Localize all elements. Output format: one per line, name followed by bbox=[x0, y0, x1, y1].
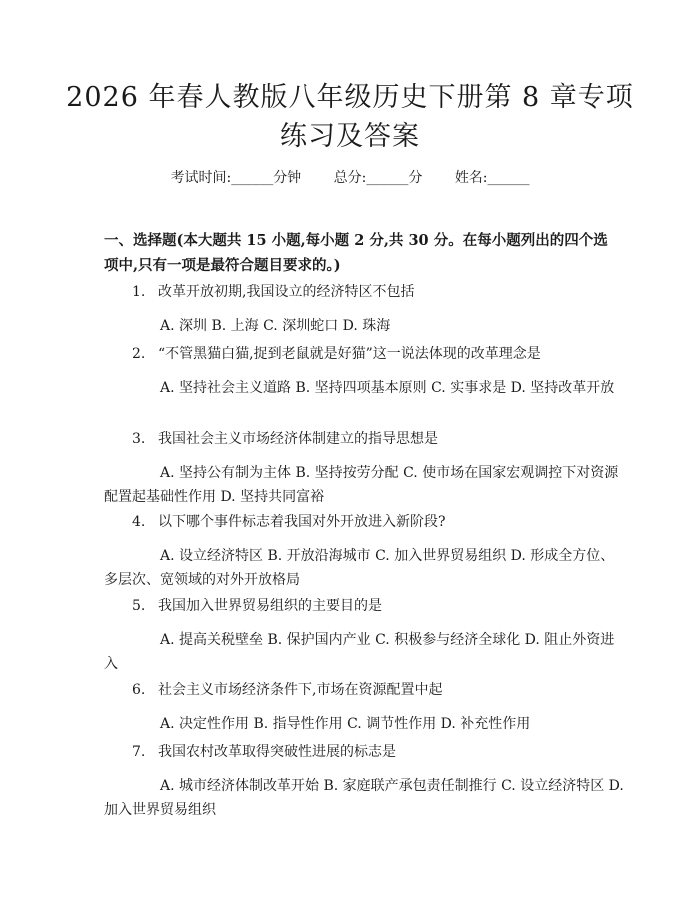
question-number: 5. bbox=[132, 598, 146, 614]
student-name-field bbox=[455, 170, 530, 186]
question-number: 3. bbox=[132, 431, 146, 447]
question-stem bbox=[104, 510, 624, 534]
question-options: A. 坚持公有制为主体 B. 坚持按劳分配 C. 使市场在国家宏观调控下对资源配置起基础性作用 D. 坚持共同富裕 bbox=[104, 465, 619, 505]
question-text: 社会主义市场经济条件下,市场在资源配置中起 bbox=[158, 682, 443, 698]
question-stem bbox=[104, 280, 624, 304]
section-heading-line2: 项中,只有一项是最符合题目要求的。) bbox=[104, 257, 341, 274]
question-options: A. 城市经济体制改革开始 B. 家庭联产承包责任制推行 C. 设立经济特区 D. 加入世界贸易组织 bbox=[104, 778, 624, 818]
exam-time-blank: ______ bbox=[231, 170, 274, 186]
question-text: “不管黑猫白猫,捉到老鼠就是好猫”这一说法体现的改革理念是 bbox=[158, 346, 541, 362]
document-title-line2: 练习及答案 bbox=[280, 121, 420, 152]
document-title-line1: 2026 年春人教版八年级历史下册第 8 章专项 bbox=[66, 82, 634, 113]
question-stem bbox=[104, 678, 624, 702]
question-number: 1. bbox=[132, 284, 146, 300]
total-score-unit: 分 bbox=[408, 170, 423, 186]
question-2 bbox=[104, 342, 624, 400]
question-text: 改革开放初期,我国设立的经济特区不包括 bbox=[158, 284, 415, 300]
question-6 bbox=[104, 678, 624, 736]
question-stem bbox=[104, 342, 624, 366]
question-1 bbox=[104, 280, 624, 338]
question-text: 以下哪个事件标志着我国对外开放进入新阶段? bbox=[158, 514, 446, 530]
question-text: 我国社会主义市场经济体制建立的指导思想是 bbox=[158, 431, 438, 447]
question-options: A. 坚持社会主义道路 B. 坚持四项基本原则 C. 实事求是 D. 坚持改革开放 bbox=[160, 380, 615, 396]
question-7 bbox=[104, 740, 624, 822]
exam-info bbox=[0, 167, 700, 189]
question-options: A. 提高关税壁垒 B. 保护国内产业 C. 积极参与经济全球化 D. 阻止外资进入 bbox=[104, 632, 615, 672]
total-score-field bbox=[334, 170, 423, 186]
question-options: A. 深圳 B. 上海 C. 深圳蛇口 D. 珠海 bbox=[160, 318, 391, 334]
total-score-blank: ______ bbox=[366, 170, 409, 186]
student-name-label: 姓名: bbox=[454, 170, 488, 186]
exam-time-label: 考试时间: bbox=[170, 170, 232, 186]
question-text: 我国加入世界贸易组织的主要目的是 bbox=[158, 598, 382, 614]
exam-time-unit: 分钟 bbox=[273, 170, 302, 186]
question-stem bbox=[104, 427, 624, 451]
question-number: 7. bbox=[132, 744, 146, 760]
question-options: A. 决定性作用 B. 指导性作用 C. 调节性作用 D. 补充性作用 bbox=[160, 716, 531, 732]
question-text: 我国农村改革取得突破性进展的标志是 bbox=[158, 744, 396, 760]
question-number: 4. bbox=[132, 514, 146, 530]
student-name-blank: ______ bbox=[487, 170, 530, 186]
exam-time-field bbox=[170, 170, 301, 186]
question-stem bbox=[104, 740, 624, 764]
total-score-label: 总分: bbox=[333, 170, 367, 186]
question-4 bbox=[104, 510, 624, 592]
question-5 bbox=[104, 594, 624, 676]
question-3 bbox=[104, 427, 624, 509]
question-number: 2. bbox=[132, 346, 146, 362]
question-options: A. 设立经济特区 B. 开放沿海城市 C. 加入世界贸易组织 D. 形成全方位、多层次、宽领域的对外开放格局 bbox=[104, 548, 615, 588]
question-number: 6. bbox=[132, 682, 146, 698]
question-stem bbox=[104, 594, 624, 618]
section-heading-line1: 一、选择题(本大题共 15 小题,每小题 2 分,共 30 分。在每小题列出的四个选 bbox=[104, 232, 608, 249]
